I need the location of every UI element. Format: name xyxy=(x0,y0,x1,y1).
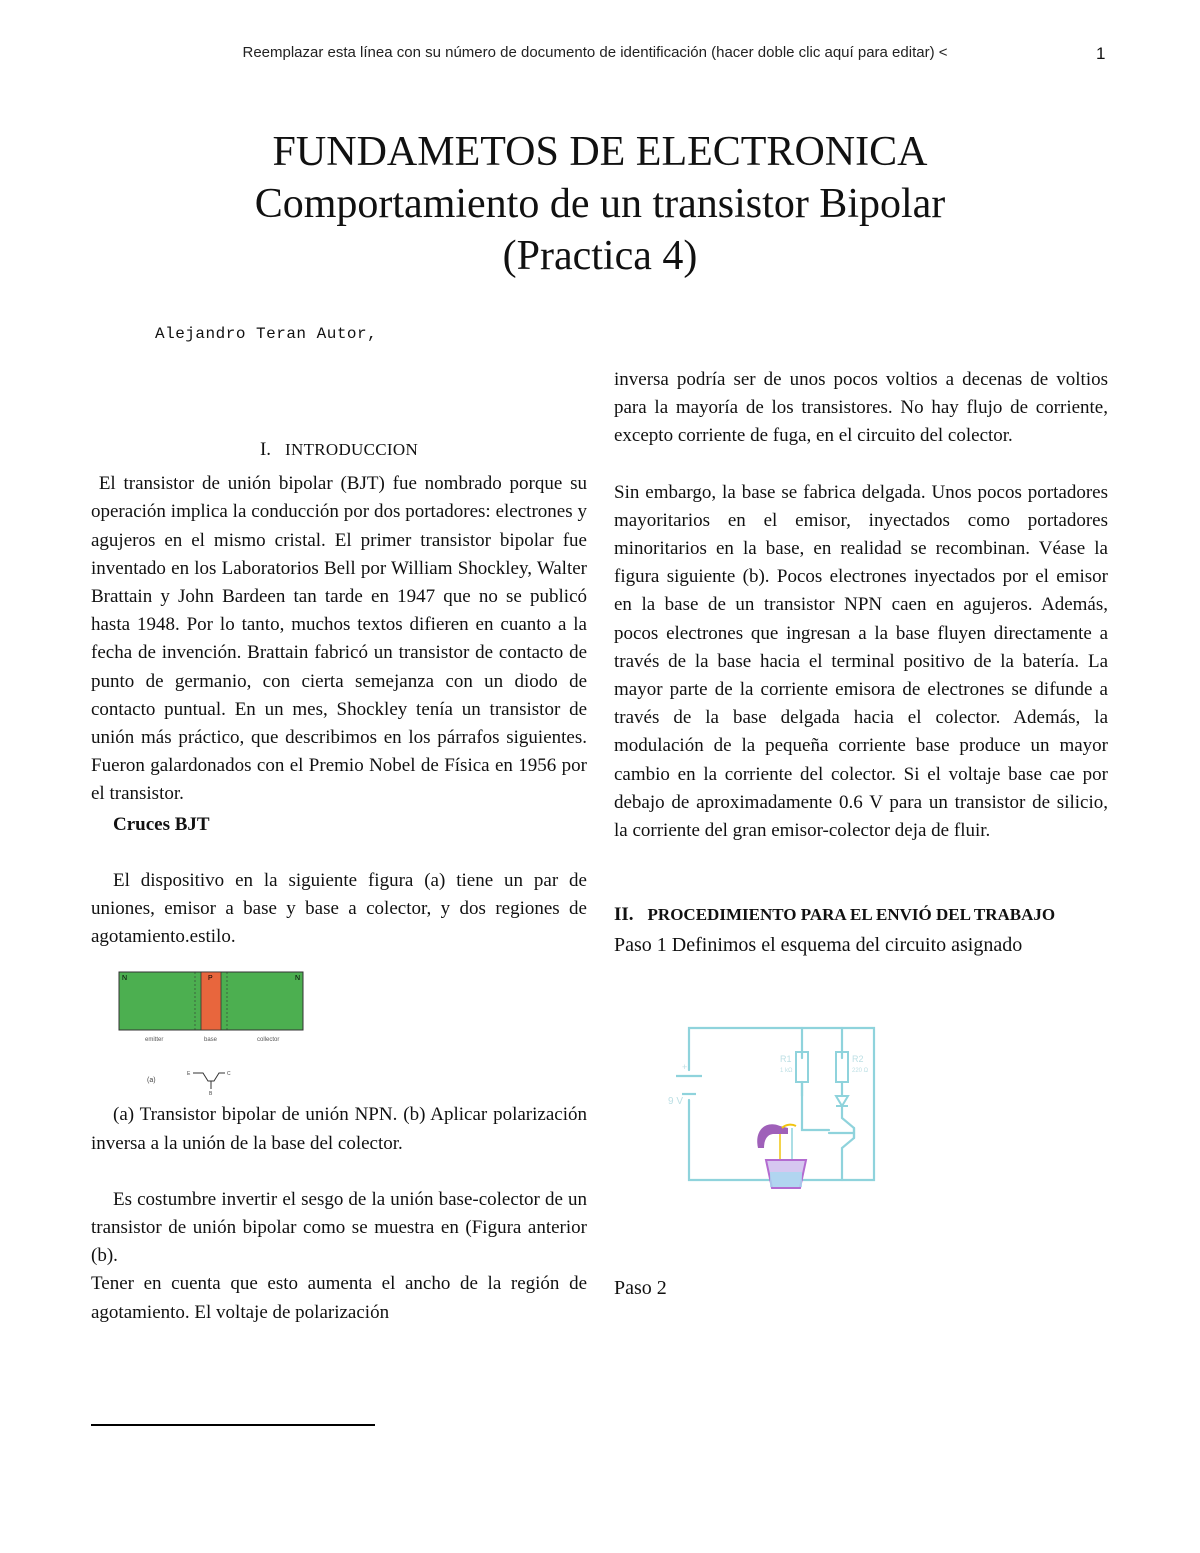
symbol-b-label: B xyxy=(209,1091,213,1098)
symbol-c-label: C xyxy=(227,1071,231,1078)
title-line-2: Comportamiento de un transistor Bipolar xyxy=(254,181,946,227)
r2-value: 220 Ω xyxy=(852,1067,869,1074)
intro-paragraph: El transistor de unión bipolar (BJT) fue nombrado porque su operación implica la conducción por dos portadores: electrones y agujeros en el mismo cristal. El primer transistor bipolar fue inventado en los Laboratorios Bell por William Shockley, Walter Brattain y John Bardeen tan tarde en 1947 que no se publicó hasta 1948. Por lo tanto, muchos textos difieren en cuanto a la fecha de invención. Brattain fabricó un transistor de contacto de punto de germanio, con cierta semejanza con un diodo de contacto puntual. En un mes, Shockley tenía un transistor de unión más práctico, que describimos en los párrafos siguientes. Fueron galardonados con el Premio Nobel de Física en 1956 por el transistor. xyxy=(91,473,592,805)
figure-caption: (a) Transistor bipolar de unión NPN. (b) Aplicar polarización inversa a la unión de la base del colector. xyxy=(91,1104,587,1154)
r2-label: R2 xyxy=(852,1053,864,1064)
circuit-outer-wire xyxy=(689,1028,874,1180)
junctions-paragraph: El dispositivo en la siguiente figura (a) tiene un par de uniones, emisor a base y base a colector, y dos regiones de agotamiento.estilo. xyxy=(91,869,587,948)
n-right-label: N xyxy=(295,975,301,983)
n-left-label: N xyxy=(122,975,128,983)
step-2: Paso 2 xyxy=(614,1276,667,1299)
battery-label: 9 V xyxy=(668,1095,684,1107)
collector-label: collector xyxy=(257,1037,280,1044)
npn-junction-figure xyxy=(117,969,307,1099)
section-2-number: II. xyxy=(614,904,634,926)
title-line-1: FUNDAMETOS DE ELECTRONICA xyxy=(272,129,928,175)
wire-yellow xyxy=(782,1124,796,1127)
right-column xyxy=(614,366,1108,1302)
p-label: P xyxy=(208,975,213,983)
left-column xyxy=(91,436,592,1327)
circuit-diagram xyxy=(654,1020,884,1200)
battery-plus: + xyxy=(682,1061,688,1072)
circuit-svg xyxy=(654,1020,884,1200)
collector-emitter-wire xyxy=(842,1106,854,1180)
emitter-label: emitter xyxy=(145,1037,164,1044)
r1-label: R1 xyxy=(780,1053,792,1064)
section-2-heading xyxy=(614,901,1108,929)
r1-value: 1 kΩ xyxy=(780,1067,793,1074)
base-thin-paragraph: Sin embargo, la base se fabrica delgada. Unos pocos portadores mayoritarios en el emisor, inyectados como portadores minoritarios en la base, en realidad se recombinan. Véase la figura siguiente (b). Pocos electrones inyectados por el emisor en la base de un transistor NPN caen en agujeros. Además, pocos electrones que ingresan a la base fluyen directamente a través de la base hacia el terminal positivo de la batería. La mayor parte de la corriente emisora de electrones se difunde a través de la base delgada hacia el colector. Además, la modulación de la pequeña corriente base produce un mayor cambio en la corriente del colector. Si el voltaje base cae por debajo de aproximadamente 0.6 V para un transistor de silicio, la corriente del gran emisor-colector deja de fluir. xyxy=(614,481,1108,842)
document-title xyxy=(100,126,1100,282)
figure-a-label: (a) xyxy=(147,1077,156,1085)
depletion-paragraph: Tener en cuenta que esto aumenta el ancho de la región de agotamiento. El voltaje de polarización xyxy=(91,1273,587,1323)
section-2-title: PROCEDIMIENTO PARA EL ENVIÓ DEL TRABAJO xyxy=(647,905,1056,925)
base-label: base xyxy=(204,1037,218,1044)
symbol-e-label: E xyxy=(187,1071,191,1078)
continuation-paragraph: inversa podría ser de unos pocos voltios a decenas de voltios para la mayoría de los transistores. No hay flujo de corriente, excepto corriente de fuga, en el circuito del colector. xyxy=(614,369,1108,447)
author: Alejandro Teran Autor, xyxy=(155,325,378,343)
led-icon xyxy=(836,1096,848,1106)
base-wire xyxy=(802,1082,829,1130)
subheading-cruces-bjt: Cruces BJT xyxy=(113,813,210,835)
section-1-heading xyxy=(91,436,587,464)
reverse-bias-paragraph: Es costumbre invertir el sesgo de la unión base-colector de un transistor de unión bipolar como se muestra en (Figura anterior (b). xyxy=(91,1188,587,1267)
page-header[interactable]: Reemplazar esta línea con su número de documento de identificación (hacer doble clic aquí para editar) < xyxy=(242,44,948,61)
npn-figure-svg xyxy=(117,969,307,1099)
section-1-number: I. xyxy=(259,439,272,460)
footnote-separator xyxy=(91,1424,375,1426)
step-1: Paso 1 Definimos el esquema del circuito asignado xyxy=(614,934,1023,957)
page-number: 1 xyxy=(1096,44,1106,63)
transistor-symbol xyxy=(193,1073,225,1081)
section-1-title: INTRODUCCION xyxy=(285,440,419,459)
title-line-3: (Practica 4) xyxy=(502,233,698,279)
